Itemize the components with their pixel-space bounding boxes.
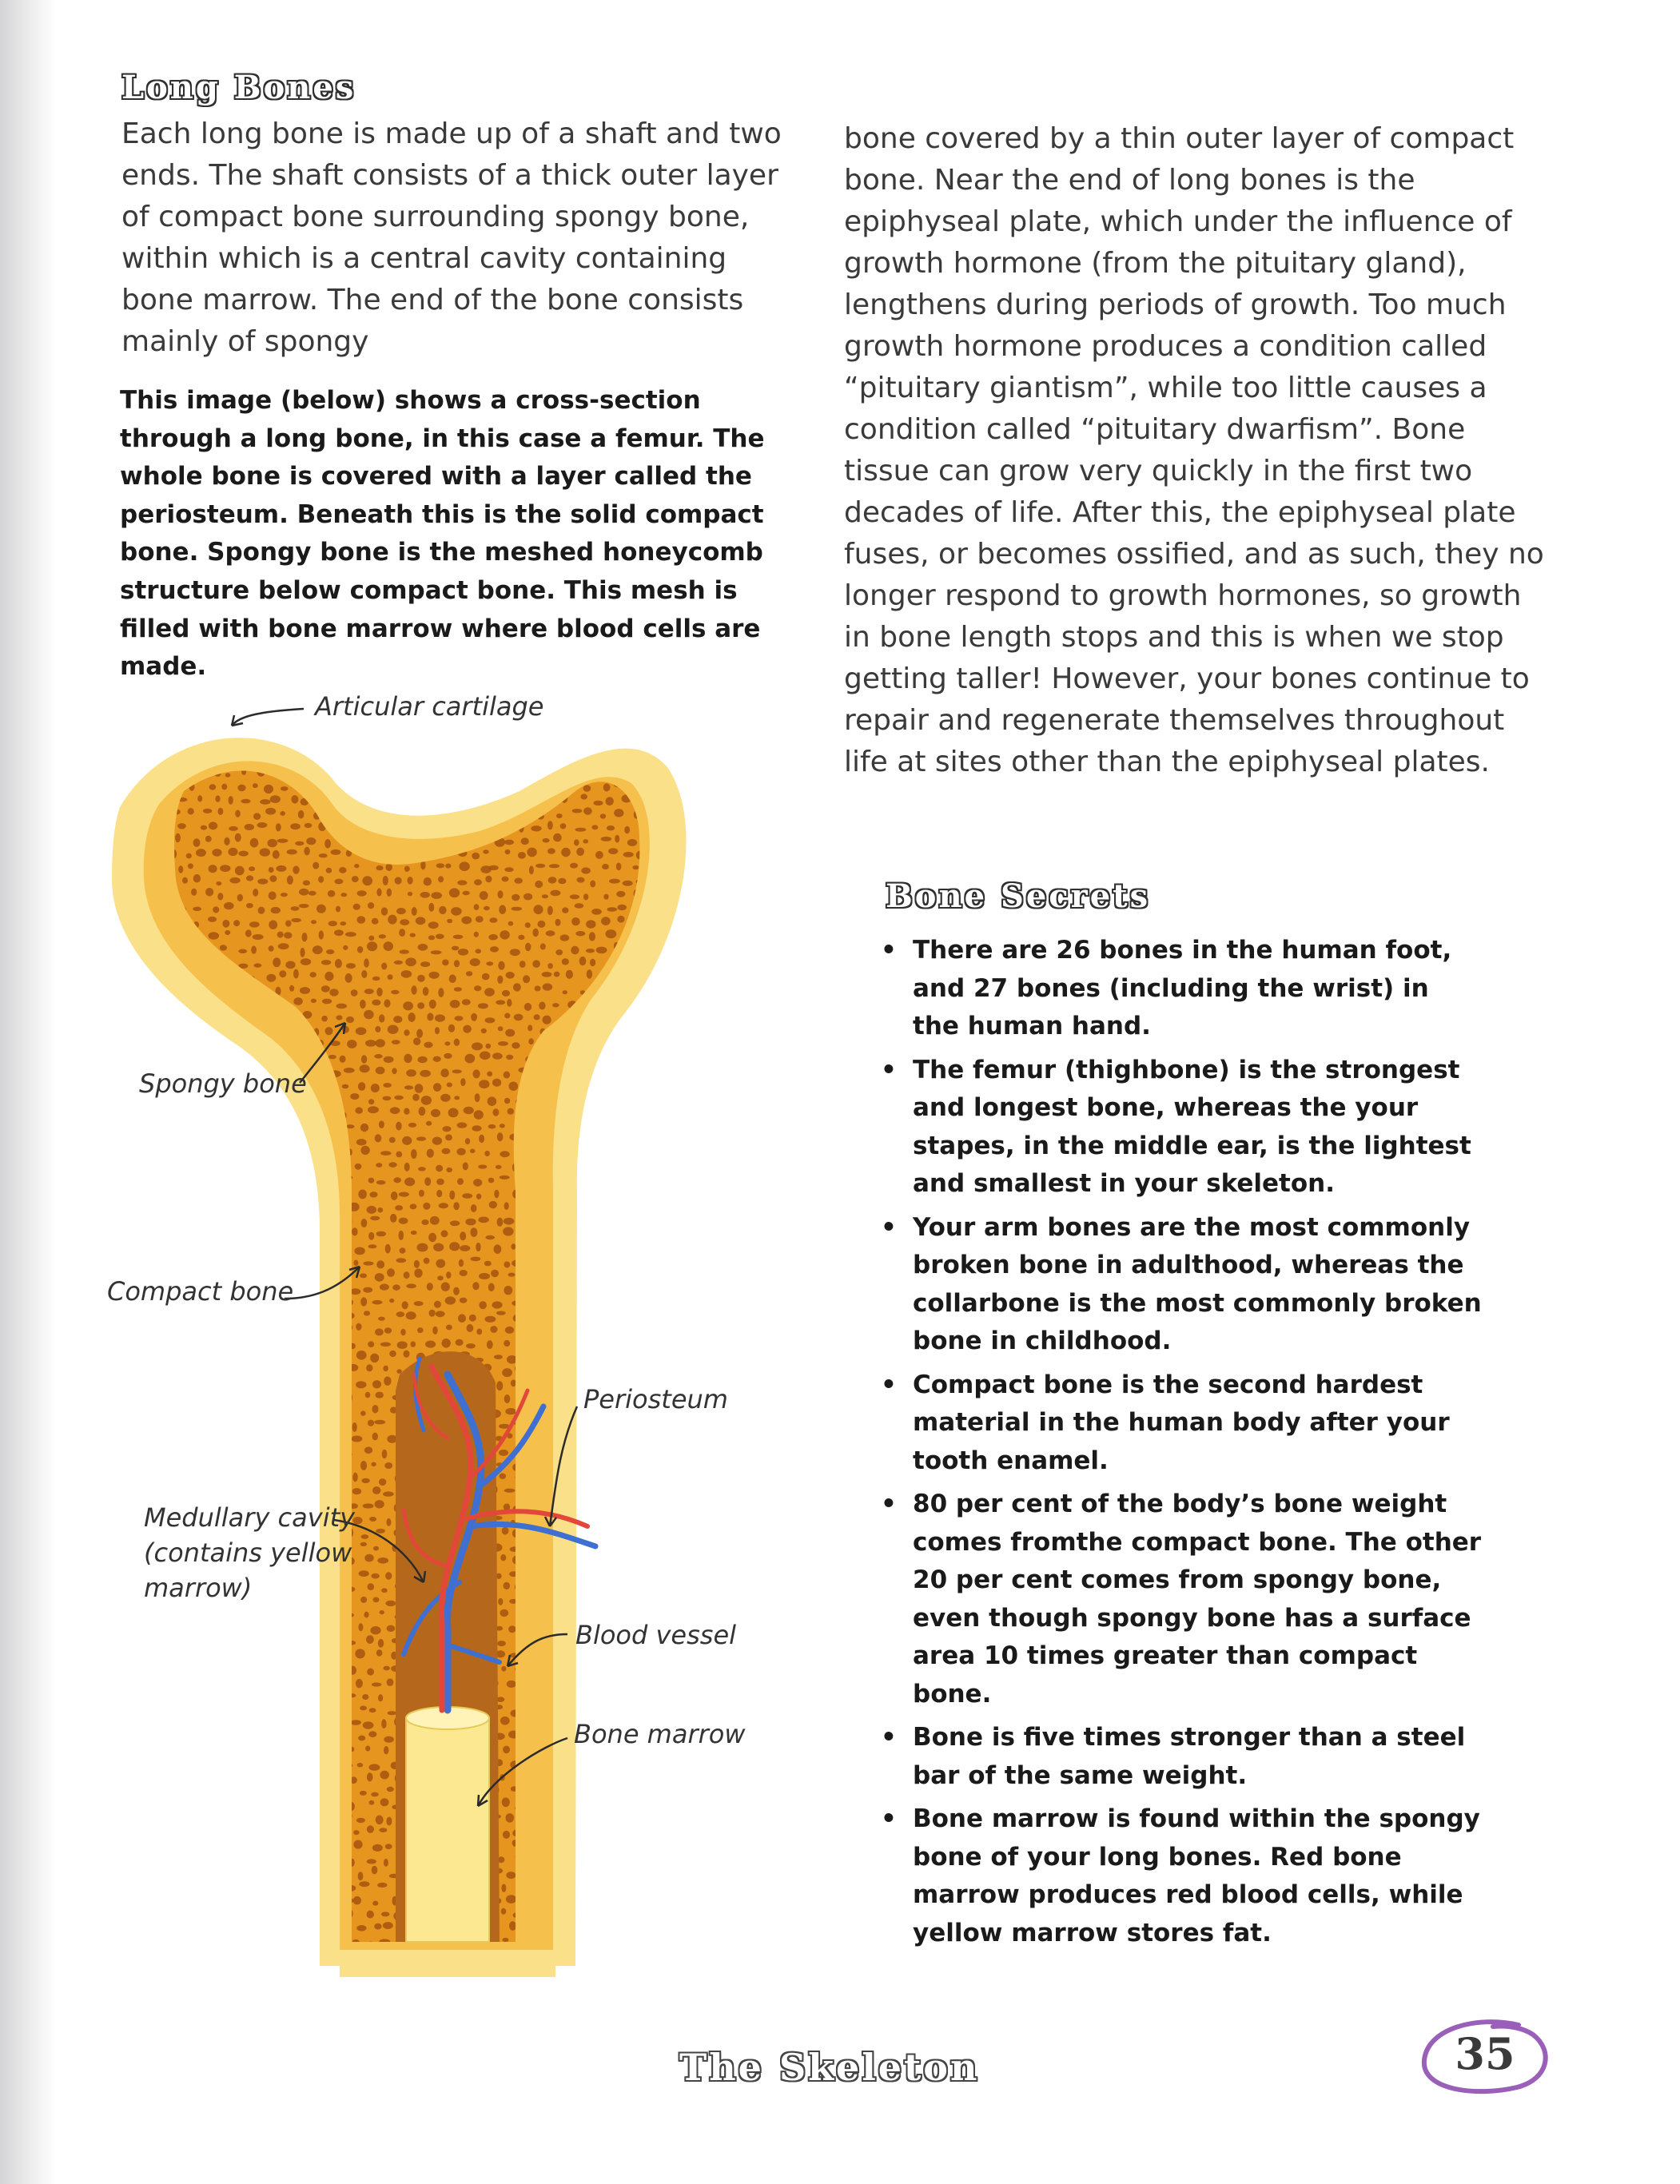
medullary-cavity-label-line-3: marrow) — [144, 1573, 253, 1603]
bone-secret-item: • Your arm bones are the most commonly broken bone in adulthood, whereas the collarbone is the most commonly broken bone in childhood. — [881, 1212, 1482, 1355]
bone-secrets-list — [874, 932, 1482, 1958]
bone-secret-item: • There are 26 bones in the human foot, and 27 bones (including the wrist) in the human hand. — [881, 936, 1452, 1040]
medullary-cavity-label-line-2: (contains yellow — [144, 1538, 352, 1568]
spongy-bone-label: Spongy bone — [139, 1068, 307, 1099]
compact-bone-label: Compact bone — [107, 1276, 294, 1307]
bone-secret-item: • Compact bone is the second hardest material in the human body after your tooth enamel. — [881, 1370, 1450, 1475]
diagram-caption: This image (below) shows a cross-section through a long bone, in this case a femur. The whole bone is covered with a layer called the periosteum. Beneath this is the solid compact bone. Spongy bone is the meshed honeycomb structure below compact bone. This mesh is filled with bone marrow where blood cells are made. — [120, 386, 765, 682]
medullary-cavity-label-line-1: Medullary cavity — [144, 1502, 356, 1533]
bone-marrow-cylinder — [406, 1718, 489, 1942]
bone-secrets-heading: Bone Secrets — [886, 877, 1151, 915]
long-bones-paragraph-1: Each long bone is made up of a shaft and two ends. The shaft consists of a thick outer layer of compact bone surrounding spongy bone, within which is a central cavity containing bone marrow. The end of the bone consists mainly of spongy — [121, 117, 782, 358]
femur-diagram — [0, 671, 799, 1990]
periosteum-label: Periosteum — [583, 1384, 728, 1414]
bone-marrow-label: Bone marrow — [574, 1719, 746, 1749]
bone-secret-item: • Bone marrow is found within the spongy bone of your long bones. Red bone marrow produces red blood cells, while yellow marrow stores fat. — [881, 1804, 1480, 1947]
long-bones-paragraph-2: bone covered by a thin outer layer of compact bone. Near the end of long bones is the epiphyseal plate, which under the influence of growth hormone (from the pituitary gland), lengthens during periods of growth. Too much growth hormone produces a condition called “pituitary giantism”, while too little causes a condition called “pituitary dwarfism”. Bone tissue can grow very quickly in the first two decades of life. After this, the epiphyseal plate fuses, or becomes ossified, and as such, they no longer respond to growth hormones, so growth in bone length stops and this is when we stop getting taller! However, your bones continue to repair and regenerate themselves throughout life at sites other than the epiphyseal plates. — [844, 122, 1544, 778]
shaft-end-cap — [340, 1950, 555, 1977]
page-number: 35 — [1455, 2028, 1515, 2079]
femur-illustration — [0, 671, 799, 1990]
long-bones-heading: Long Bones — [121, 69, 356, 106]
page-number-badge — [1413, 2014, 1557, 2102]
bone-secret-item: • 80 per cent of the body’s bone weight comes fromthe compact bone. The other 20 per cent comes from spongy bone, even though spongy bone has a surface area 10 times greater than compact bone. — [881, 1490, 1482, 1709]
bone-secret-item: • Bone is five times stronger than a steel bar of the same weight. — [881, 1723, 1466, 1790]
bone-secret-item: • The femur (thighbone) is the strongest and longest bone, whereas the your stapes, in the middle ear, is the lightest and smallest in your skeleton. — [881, 1055, 1471, 1198]
blood-vessel-label: Blood vessel — [575, 1620, 737, 1650]
articular-cartilage-label: Articular cartilage — [315, 691, 544, 722]
footer-title: The Skeleton — [679, 2046, 980, 2089]
